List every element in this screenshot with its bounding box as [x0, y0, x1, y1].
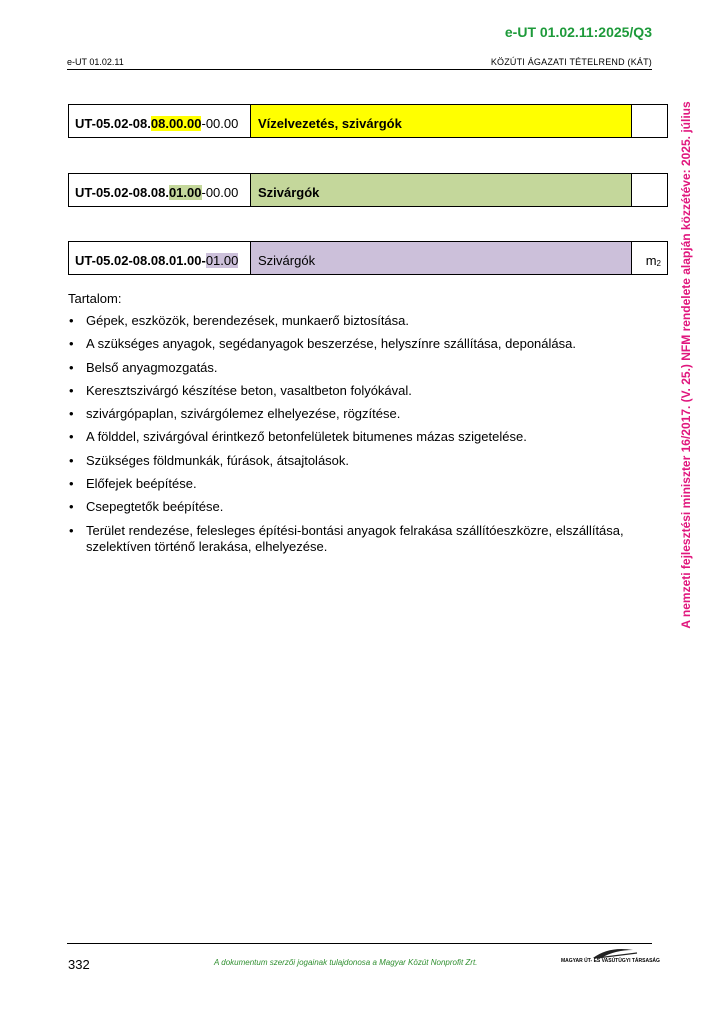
bullet-icon: • [69, 522, 74, 538]
list-item-text: Szükséges földmunkák, fúrások, átsajtolások. [86, 452, 350, 468]
item-unit [632, 105, 667, 137]
logo-text: MAGYAR ÚT- ÉS VASÚTÜGYI TÁRSASÁG [561, 958, 660, 964]
list-item-text: Előfejek beépítése. [86, 476, 197, 492]
side-publication-note: A nemzeti fejlesztési miniszter 16/2017. (V. 25.) NFM rendelete alapján közzétéve: 2025. július [679, 101, 693, 629]
company-logo-icon [561, 944, 655, 968]
bullet-icon: • [69, 313, 74, 328]
header-left-code: e-UT 01.02.11 [67, 57, 124, 67]
item-code-highlight: 01.00 [205, 253, 239, 268]
list-item [68, 453, 628, 469]
list-item [68, 313, 628, 329]
list-item [68, 336, 628, 352]
list-item [68, 383, 628, 399]
bullet-icon: • [69, 452, 74, 468]
bullet-icon: • [69, 429, 74, 445]
unit-exponent: 2 [656, 259, 661, 268]
content-list [68, 313, 628, 562]
list-item-text: A szükséges anyagok, segédanyagok beszerzése, helyszínre szállítása, deponálása. [86, 336, 576, 352]
list-item-text: A földdel, szivárgóval érintkező betonfelületek bitumenes mázas szigetelése. [86, 429, 527, 445]
item-code-prefix: UT-05.02-08.08.01.00- [75, 253, 206, 268]
item-table-1 [68, 104, 668, 138]
item-unit [632, 174, 667, 206]
list-item-text: szivárgópaplan, szivárgólemez elhelyezése, rögzítése. [86, 406, 401, 422]
item-name: Szivárgók [251, 242, 632, 274]
list-item [68, 360, 628, 376]
list-item-text: Terület rendezése, felesleges építési-bontási anyagok felrakása szállítóeszközre, elszállítása, szelektíven történő lerakása, elhelyezése. [86, 522, 624, 554]
list-item-text: Gépek, eszközök, berendezések, munkaerő biztosítása. [86, 313, 410, 328]
list-item [68, 476, 628, 492]
item-unit [632, 242, 667, 274]
item-code-prefix: UT-05.02-08.08. [75, 185, 169, 200]
item-code-highlight: 01.00 [168, 185, 202, 200]
document-code: e-UT 01.02.11:2025/Q3 [504, 24, 652, 40]
item-table-3 [68, 241, 668, 275]
header-divider [67, 69, 652, 70]
list-item-text: Keresztszivárgó készítése beton, vasaltbeton folyókával. [86, 382, 412, 398]
item-name: Vízelvezetés, szivárgók [251, 105, 632, 137]
item-code-prefix: UT-05.02-08. [75, 116, 151, 131]
unit-value: m [645, 253, 657, 268]
item-code-suffix: -00.00 [201, 185, 239, 200]
list-item [68, 499, 628, 515]
item-code-suffix: -00.00 [201, 116, 239, 131]
list-item [68, 523, 628, 555]
bullet-icon: • [69, 336, 74, 352]
bullet-icon: • [69, 476, 74, 492]
list-item [68, 429, 628, 445]
bullet-icon: • [69, 406, 74, 422]
item-table-2 [68, 173, 668, 207]
copyright-note: A dokumentum szerzői jogainak tulajdonosa a Magyar Közút Nonprofit Zrt. [214, 958, 478, 967]
header-right-title: KÖZÚTI ÁGAZATI TÉTELREND (KÁT) [490, 57, 652, 67]
bullet-icon: • [69, 499, 74, 515]
bullet-icon: • [69, 382, 74, 398]
list-item-text: Csepegtetők beépítése. [86, 499, 224, 515]
content-title: Tartalom: [68, 291, 122, 306]
item-code [69, 242, 251, 274]
item-code [69, 105, 251, 137]
item-code-highlight: 08.00.00 [150, 116, 202, 131]
item-code [69, 174, 251, 206]
list-item-text: Belső anyagmozgatás. [86, 359, 218, 375]
list-item [68, 406, 628, 422]
item-name: Szivárgók [251, 174, 632, 206]
page-number: 332 [68, 957, 90, 972]
bullet-icon: • [69, 359, 74, 375]
